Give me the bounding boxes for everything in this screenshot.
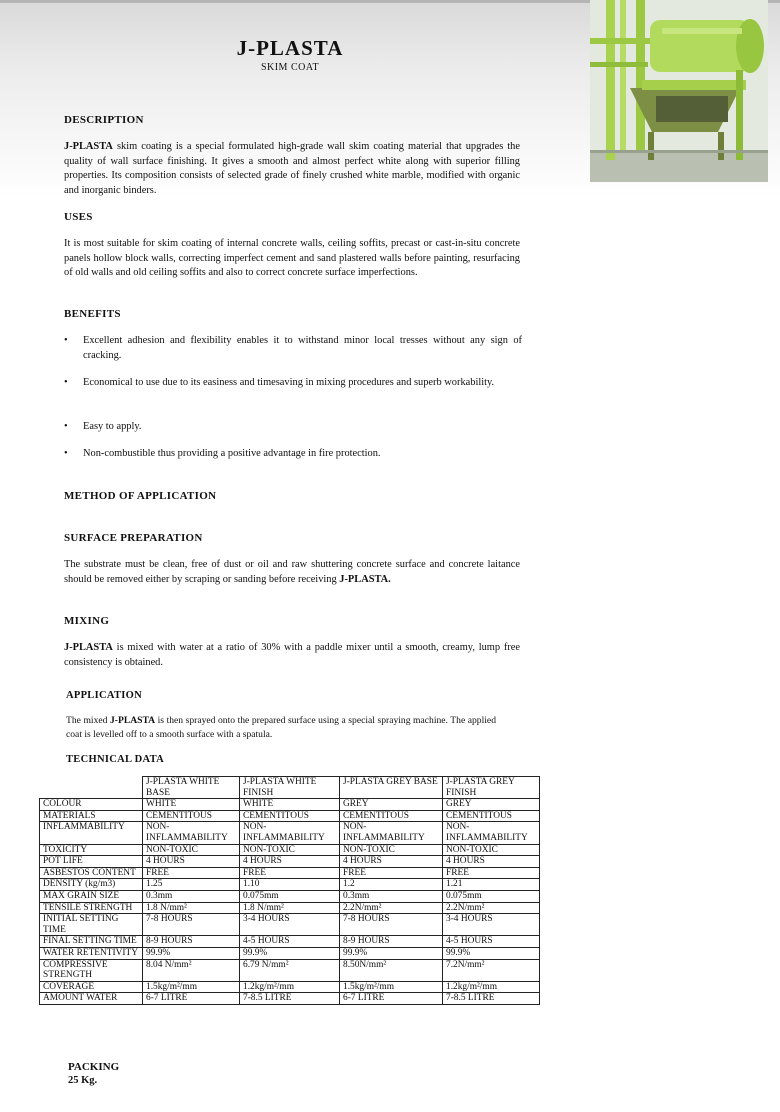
table-cell: 4 HOURS bbox=[240, 856, 340, 868]
table-cell: NON-TOXIC bbox=[143, 844, 240, 856]
table-cell: 6-7 LITRE bbox=[143, 993, 240, 1005]
mixing-machine-illustration bbox=[590, 0, 768, 182]
benefit-text: Economical to use due to its easiness and timesaving in mixing procedures and superb workability. bbox=[83, 377, 495, 388]
table-row bbox=[40, 890, 540, 902]
uses-text: It is most suitable for skim coating of internal concrete walls, ceiling soffits, precast or cast-in-situ concrete panels hollow block walls, correcting imperfect cement and sand plastered walls before painting, resurfacing of old walls and old ceiling soffits and also to correct concrete surface imperfections. bbox=[64, 238, 520, 278]
table-cell: 1.2 bbox=[340, 879, 443, 891]
table-row bbox=[40, 936, 540, 948]
bullet-icon: • bbox=[64, 448, 68, 459]
table-cell: FREE bbox=[340, 867, 443, 879]
surface-preparation-heading: SURFACE PREPARATION bbox=[64, 532, 203, 544]
row-label: ASBESTOS CONTENT bbox=[40, 867, 143, 879]
table-cell: NON-TOXIC bbox=[340, 844, 443, 856]
table-row bbox=[40, 844, 540, 856]
table-cell: 8.04 N/mm² bbox=[143, 959, 240, 981]
table-cell: 4 HOURS bbox=[340, 856, 443, 868]
row-label: TOXICITY bbox=[40, 844, 143, 856]
table-cell: 3-4 HOURS bbox=[240, 914, 340, 936]
table-cell: CEMENTITOUS bbox=[443, 810, 540, 822]
bullet-icon: • bbox=[64, 377, 68, 388]
column-header: J-PLASTA GREY FINISH bbox=[443, 777, 540, 799]
table-cell: NON-INFLAMMABILITY bbox=[443, 822, 540, 844]
table-row bbox=[40, 810, 540, 822]
table-cell: 1.2kg/m²/mm bbox=[443, 981, 540, 993]
table-cell: 8.50N/mm² bbox=[340, 959, 443, 981]
table-cell: 0.3mm bbox=[340, 890, 443, 902]
table-cell: NON-INFLAMMABILITY bbox=[340, 822, 443, 844]
table-cell: 7-8 HOURS bbox=[143, 914, 240, 936]
row-label: COVERAGE bbox=[40, 981, 143, 993]
row-label: POT LIFE bbox=[40, 856, 143, 868]
table-row bbox=[40, 879, 540, 891]
benefit-text: Easy to apply. bbox=[83, 421, 142, 432]
table-cell: 0.3mm bbox=[143, 890, 240, 902]
description-body: skim coating is a special formulated high-grade wall skim coating material that upgrades the quality of wall surface finishing. It gives a smooth and almost perfect white along with superior filling properties. Its composition consists of selected grade of finely crushed white marble, modified with organic and inorganic binders. bbox=[64, 141, 520, 196]
table-cell: 4-5 HOURS bbox=[443, 936, 540, 948]
table-cell: WHITE bbox=[240, 799, 340, 811]
table-row bbox=[40, 902, 540, 914]
benefit-item bbox=[64, 420, 522, 435]
brand-name: J-PLASTA bbox=[64, 642, 113, 653]
table-row bbox=[40, 959, 540, 981]
table-cell: FREE bbox=[143, 867, 240, 879]
row-label: INFLAMMABILITY bbox=[40, 822, 143, 844]
table-cell: 99.9% bbox=[340, 947, 443, 959]
technical-data-table bbox=[39, 776, 540, 1005]
table-cell: 3-4 HOURS bbox=[443, 914, 540, 936]
brand-name: J-PLASTA. bbox=[339, 573, 391, 585]
column-header: J-PLASTA WHITE BASE bbox=[143, 777, 240, 799]
benefit-item bbox=[64, 376, 522, 391]
row-label: COLOUR bbox=[40, 799, 143, 811]
table-cell: 1.2kg/m²/mm bbox=[240, 981, 340, 993]
benefit-text: Non-combustible thus providing a positive advantage in fire protection. bbox=[83, 448, 381, 459]
table-cell: 99.9% bbox=[240, 947, 340, 959]
table-corner-cell bbox=[40, 777, 143, 799]
column-header: J-PLASTA GREY BASE bbox=[340, 777, 443, 799]
table-cell: CEMENTITOUS bbox=[240, 810, 340, 822]
benefit-item bbox=[64, 447, 522, 462]
table-cell: CEMENTITOUS bbox=[143, 810, 240, 822]
mixing-heading: MIXING bbox=[64, 615, 110, 627]
technical-data-body bbox=[40, 799, 540, 1005]
packing-heading: PACKING bbox=[68, 1061, 120, 1073]
brand-name: J-PLASTA bbox=[64, 141, 113, 152]
table-cell: 1.5kg/m²/mm bbox=[143, 981, 240, 993]
surface-preparation-text bbox=[64, 558, 520, 587]
application-body-start: The mixed bbox=[66, 715, 110, 726]
product-title: J-PLASTA bbox=[236, 36, 344, 60]
table-row bbox=[40, 947, 540, 959]
table-cell: 1.8 N/mm² bbox=[143, 902, 240, 914]
benefits-heading: BENEFITS bbox=[64, 308, 121, 320]
table-cell: 6-7 LITRE bbox=[340, 993, 443, 1005]
table-cell: FREE bbox=[443, 867, 540, 879]
table-cell: CEMENTITOUS bbox=[340, 810, 443, 822]
mixing-machine-photo bbox=[590, 0, 768, 182]
table-cell: 7-8.5 LITRE bbox=[443, 993, 540, 1005]
bullet-icon: • bbox=[64, 421, 68, 432]
table-row bbox=[40, 981, 540, 993]
table-cell: 2.2N/mm² bbox=[443, 902, 540, 914]
table-cell: 1.5kg/m²/mm bbox=[340, 981, 443, 993]
table-cell: 7-8.5 LITRE bbox=[240, 993, 340, 1005]
table-cell: 99.9% bbox=[443, 947, 540, 959]
table-row bbox=[40, 867, 540, 879]
table-cell: 1.8 N/mm² bbox=[240, 902, 340, 914]
table-row bbox=[40, 856, 540, 868]
table-cell: GREY bbox=[443, 799, 540, 811]
table-row bbox=[40, 993, 540, 1005]
description-heading: DESCRIPTION bbox=[64, 114, 144, 126]
application-heading: APPLICATION bbox=[66, 690, 143, 701]
column-header: J-PLASTA WHITE FINISH bbox=[240, 777, 340, 799]
row-label: INITIAL SETTING TIME bbox=[40, 914, 143, 936]
row-label: MAX GRAIN SIZE bbox=[40, 890, 143, 902]
application-text bbox=[66, 714, 496, 741]
table-cell: 0.075mm bbox=[443, 890, 540, 902]
table-cell: WHITE bbox=[143, 799, 240, 811]
mixing-text bbox=[64, 641, 520, 670]
table-cell: FREE bbox=[240, 867, 340, 879]
table-cell: 4 HOURS bbox=[143, 856, 240, 868]
row-label: FINAL SETTING TIME bbox=[40, 936, 143, 948]
table-cell: 1.10 bbox=[240, 879, 340, 891]
row-label: DENSITY (kg/m3) bbox=[40, 879, 143, 891]
mixing-body: is mixed with water at a ratio of 30% with a paddle mixer until a smooth, creamy, lump free consistency is obtained. bbox=[64, 642, 520, 668]
table-header-row bbox=[40, 777, 540, 799]
table-cell: 8-9 HOURS bbox=[143, 936, 240, 948]
method-heading: METHOD OF APPLICATION bbox=[64, 490, 217, 502]
table-cell: 8-9 HOURS bbox=[340, 936, 443, 948]
application-body-end: is then sprayed onto the prepared surface using a special spraying machine. The applied coat is levelled off to a smooth surface with a spatula. bbox=[66, 715, 496, 740]
table-row bbox=[40, 822, 540, 844]
bullet-icon: • bbox=[64, 335, 68, 346]
packing-value: 25 Kg. bbox=[68, 1075, 98, 1086]
table-row bbox=[40, 914, 540, 936]
surface-preparation-body: The substrate must be clean, free of dust or oil and raw shuttering concrete surface and concrete laitance should be removed either by scraping or sanding before receiving bbox=[64, 559, 520, 585]
table-cell: 4-5 HOURS bbox=[240, 936, 340, 948]
table-cell: 1.25 bbox=[143, 879, 240, 891]
table-cell: NON-INFLAMMABILITY bbox=[240, 822, 340, 844]
table-cell: 1.21 bbox=[443, 879, 540, 891]
benefit-text: Excellent adhesion and flexibility enables it to withstand minor local tresses without any sign of cracking. bbox=[83, 335, 522, 361]
uses-heading: USES bbox=[64, 211, 93, 223]
table-cell: NON-TOXIC bbox=[240, 844, 340, 856]
row-label: TENSILE STRENGTH bbox=[40, 902, 143, 914]
table-cell: 7.2N/mm² bbox=[443, 959, 540, 981]
table-cell: NON-TOXIC bbox=[443, 844, 540, 856]
row-label: AMOUNT WATER bbox=[40, 993, 143, 1005]
row-label: WATER RETENTIVITY bbox=[40, 947, 143, 959]
table-cell: 99.9% bbox=[143, 947, 240, 959]
table-row bbox=[40, 799, 540, 811]
brand-name: J-PLASTA bbox=[109, 715, 156, 726]
table-cell: 0.075mm bbox=[240, 890, 340, 902]
table-cell: 6.79 N/mm² bbox=[240, 959, 340, 981]
table-cell: NON-INFLAMMABILITY bbox=[143, 822, 240, 844]
technical-data-heading: TECHNICAL DATA bbox=[66, 754, 165, 765]
row-label: MATERIALS bbox=[40, 810, 143, 822]
table-cell: 7-8 HOURS bbox=[340, 914, 443, 936]
table-cell: GREY bbox=[340, 799, 443, 811]
table-cell: 4 HOURS bbox=[443, 856, 540, 868]
product-subtitle: SKIM COAT bbox=[260, 62, 320, 73]
row-label: COMPRESSIVE STRENGTH bbox=[40, 959, 143, 981]
benefit-item bbox=[64, 334, 522, 363]
description-text bbox=[64, 140, 520, 198]
table-cell: 2.2N/mm² bbox=[340, 902, 443, 914]
